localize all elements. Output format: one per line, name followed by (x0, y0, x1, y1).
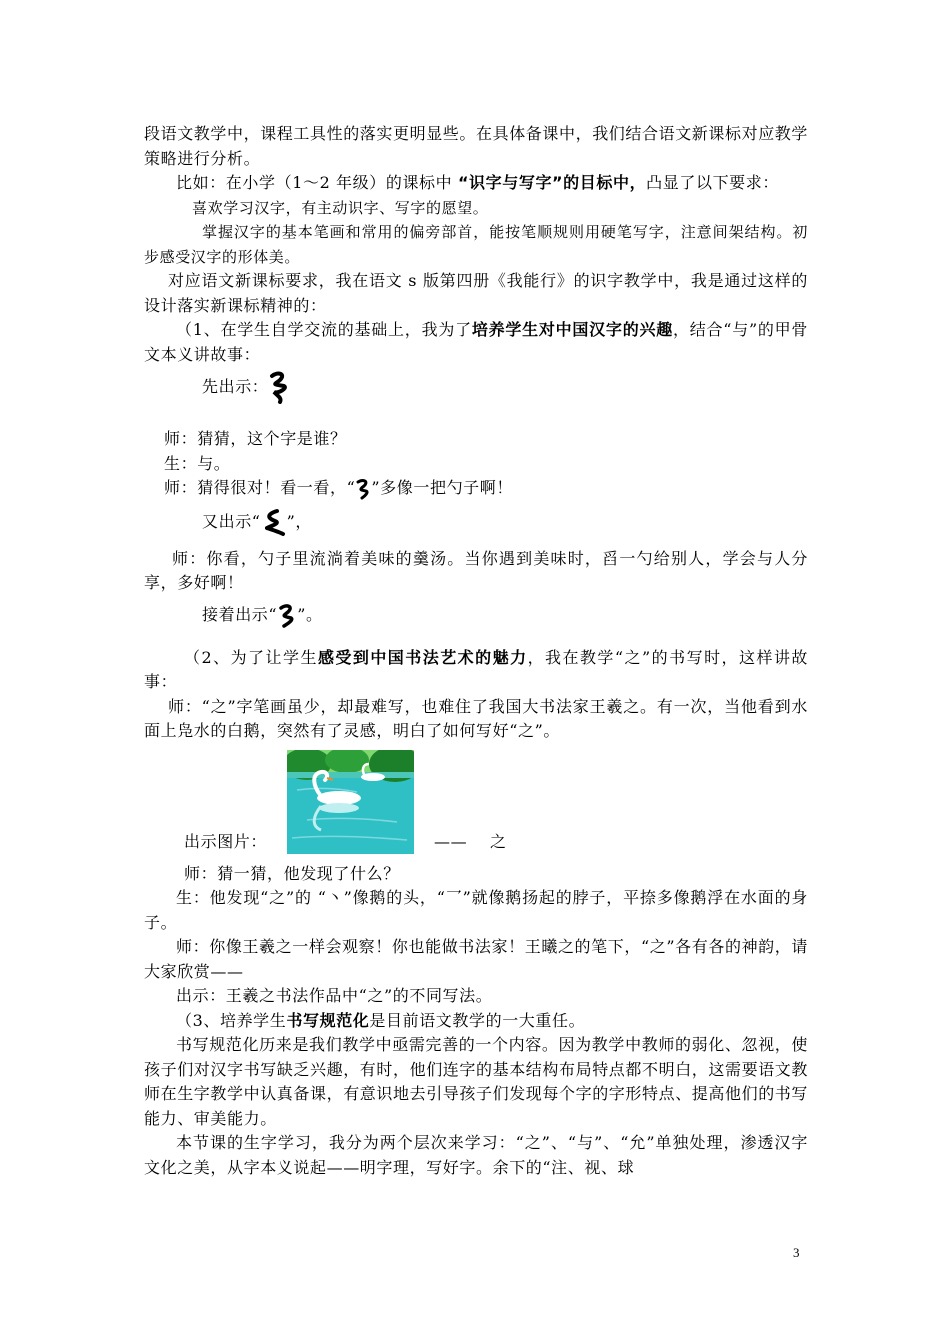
text-run: ”。 (297, 605, 323, 625)
text-run: ，我在教学“之”的书写时，这样讲故事： (144, 647, 809, 691)
text-run: 又出示“ (202, 512, 261, 532)
paragraph (144, 171, 808, 196)
dialogue-line: 生：他发现“之”的 “丶”像鹅的头，“乛”就像鹅扬起的脖子，平捺多像鹅浮在水面的身子。 (144, 888, 808, 932)
text-run: ”多像一把勺子啊！ (371, 478, 513, 497)
text-run: （2、为了让学生 (184, 647, 318, 667)
show-line (202, 367, 808, 407)
oracle-glyph-icon (268, 370, 290, 404)
picture-caption (434, 830, 507, 855)
paragraph: 段语文教学中，课程工具性的落实更明显些。在具体备课中，我们结合语文新课标对应教学策略进行分析。 (144, 124, 809, 168)
caption-char: 之 (489, 831, 507, 851)
quote-line: 掌握汉字的基本笔画和常用的偏旁部首，能按笔顺规则用硬笔写字，注意间架结构。初步感受汉字的形体美。 (144, 223, 808, 266)
spacer (144, 407, 808, 427)
quote-line: 喜欢学习汉字，有主动识字、写字的愿望。 (192, 198, 489, 217)
paragraph: 书写规范化历来是我们教学中亟需完善的一个内容。因为教学中教师的弱化、忽视，使孩子们对汉字书写缺乏兴趣，有时，他们连字的基本结构布局特点都不明白，这需要语文教师在生字教学中认真备课，有意识地去引导孩子们发现每个字的字形特点、提高他们的书写能力、审美能力。 (144, 1035, 809, 1128)
paragraph: 本节课的生字学习，我分为两个层次来学习：“之”、“与”、“允”单独处理，渗透汉字文化之美，从字本义说起——明字理，写好字。余下的“注、视、球 (144, 1133, 808, 1177)
dialogue-line: 师：猜一猜，他发现了什么？ (184, 863, 400, 883)
dialogue-line: 师：“之”字笔画虽少，却最难写，也难住了我国大书法家王羲之。有一次，当他看到水面上凫水的白鹅，突然有了灵感，明白了如何写好“之”。 (144, 696, 808, 740)
dialogue-line: 师：你像王羲之一样会观察！你也能做书法家！王曦之的笔下，“之”各有各的神韵，请大家欣赏—— (144, 937, 808, 981)
show-line (202, 503, 808, 543)
dialogue-line: 师：猜猜，这个字是谁？ (164, 429, 347, 448)
picture-label: 出示图片： (184, 831, 268, 851)
oracle-glyph-icon (277, 603, 297, 629)
paragraph (144, 646, 808, 695)
spacer (144, 636, 808, 646)
dialogue-line: 生：与。 (164, 453, 231, 473)
text-run: ”， (286, 512, 312, 532)
text-run: 比如：在小学（1～2 年级）的课标中 (176, 173, 458, 192)
bold-text: 书写规范化 (286, 1010, 370, 1030)
bold-text: “识字与写字”的目标中， (457, 173, 647, 192)
dialogue-line (144, 476, 808, 501)
paragraph (144, 318, 808, 367)
text-run: ，结合“与”的甲骨文本义讲故事： (144, 320, 809, 364)
swan-picture (287, 750, 414, 854)
text-run: 是目前语文教学的一大重任。 (369, 1010, 586, 1030)
page-number: 3 (793, 1245, 800, 1260)
text-run: 凸显了以下要求： (646, 173, 779, 192)
bold-text: 培养学生对中国汉字的兴趣 (471, 320, 673, 339)
picture-line (144, 744, 808, 862)
text-run: 先出示： (202, 376, 269, 396)
page-body (144, 122, 808, 1180)
dash-text: —— (434, 831, 468, 851)
spoon-glyph-icon (355, 478, 371, 500)
bold-text: 感受到中国书法艺术的魅力 (317, 647, 528, 667)
dialogue-line: 师：你看，勺子里流淌着美味的羹汤。当你遇到美味时，舀一勺给别人，学会与人分享，多好啊！ (144, 548, 808, 592)
show-line (202, 596, 808, 636)
text-run: 接着出示“ (202, 605, 278, 625)
paragraph: 对应语文新课标要求，我在语文 s 版第四册《我能行》的识字教学中，我是通过这样的设计落实新课标精神的： (144, 271, 808, 315)
text-run: （3、培养学生 (176, 1010, 287, 1030)
oracle-glyph-icon (261, 508, 287, 538)
paragraph (144, 1009, 808, 1034)
text-run: 师：猜得很对！看一看，“ (164, 478, 356, 497)
dialogue-line: 出示：王羲之书法作品中“之”的不同写法。 (176, 986, 493, 1005)
text-run: （1、在学生自学交流的基础上，我为了 (176, 320, 472, 339)
